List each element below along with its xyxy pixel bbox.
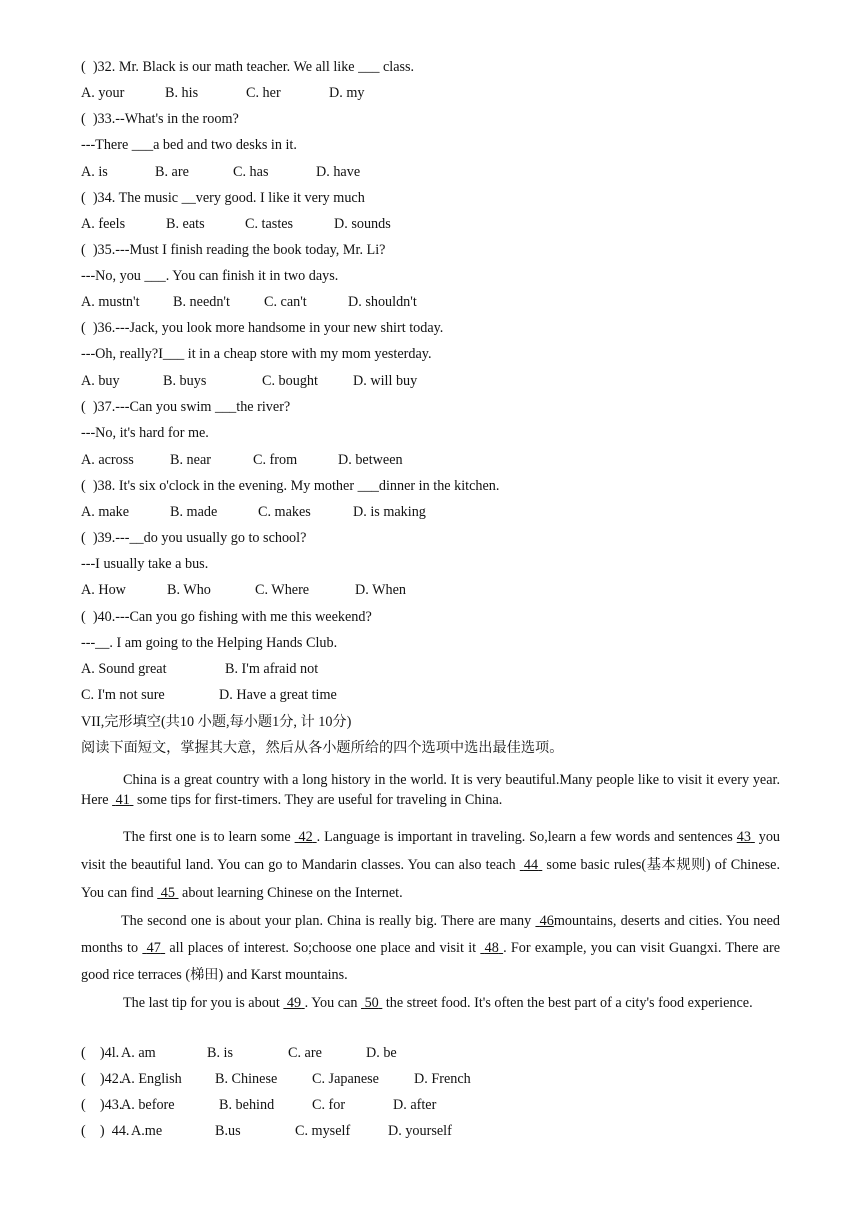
- option-c: C. makes: [258, 504, 311, 520]
- option-a: A.me: [131, 1123, 163, 1139]
- option-d: D. be: [366, 1045, 397, 1061]
- blank-50: 50: [364, 995, 379, 1011]
- option-b: B.us: [215, 1123, 241, 1139]
- passage-paragraph-1: [81, 770, 780, 810]
- option-d: D. When: [355, 582, 406, 598]
- paragraph-text: . Language is important in traveling. So,learn a few words and sentences: [316, 829, 737, 845]
- option-b: B. Chinese: [215, 1071, 278, 1087]
- option-c: C. Where: [255, 582, 310, 598]
- blank-42: 42: [298, 829, 313, 845]
- option-b: B. I'm afraid not: [225, 661, 319, 677]
- blank-46: 46: [539, 913, 554, 929]
- option-a: A. before: [121, 1097, 175, 1113]
- option-d: D. yourself: [388, 1123, 452, 1139]
- question-37-line2: ---No, it's hard for me.: [81, 425, 209, 441]
- option-c: C. her: [246, 85, 281, 101]
- passage-paragraph-4: [81, 990, 780, 1017]
- option-b: B. behind: [219, 1097, 275, 1113]
- blank-47: 47: [146, 940, 161, 956]
- blank-45: 45: [160, 885, 175, 901]
- option-d: D. my: [329, 85, 365, 101]
- paragraph-text: you visit the beautiful land. You can go to Mandarin classes. You can also teach: [81, 829, 781, 873]
- question-40-stem: ( )40.---Can you go fishing with me this weekend?: [81, 609, 372, 625]
- blank-48: 48: [484, 940, 499, 956]
- question-37-stem: ( )37.---Can you swim ___the river?: [81, 399, 291, 415]
- blank-41: 41: [115, 792, 130, 808]
- question-number: ( ) 44.: [81, 1123, 130, 1139]
- option-d: D. will buy: [353, 373, 418, 389]
- option-c: C. I'm not sure: [81, 687, 165, 703]
- option-a: A. make: [81, 504, 130, 520]
- paragraph-text: all places of interest. So;choose one place and visit it: [165, 940, 481, 956]
- option-a: A. is: [81, 164, 108, 180]
- question-34-stem: ( )34. The music __very good. I like it very much: [81, 190, 365, 206]
- question-39-line2: ---I usually take a bus.: [81, 556, 209, 572]
- option-d: D. after: [393, 1097, 437, 1113]
- option-c: C. bought: [262, 373, 318, 389]
- option-a: A. How: [81, 582, 126, 598]
- option-d: D. Have a great time: [219, 687, 337, 703]
- question-36-line2: ---Oh, really?I___ it in a cheap store with my mom yesterday.: [81, 346, 432, 362]
- option-b: B. is: [207, 1045, 234, 1061]
- question-number: ( )4l.: [81, 1045, 120, 1061]
- question-35-stem: ( )35.---Must I finish reading the book today, Mr. Li?: [81, 242, 386, 258]
- question-33-line2: ---There ___a bed and two desks in it.: [81, 137, 297, 153]
- option-b: B. his: [165, 85, 199, 101]
- section-instruction: 阅读下面短文，掌握其大意，然后从各小题所给的四个选项中选出最佳选项。: [81, 740, 564, 756]
- paragraph-text: some tips for first-timers. They are useful for traveling in China.: [133, 792, 503, 808]
- option-a: A. Sound great: [81, 661, 167, 677]
- question-40-line2: ---__. I am going to the Helping Hands Club.: [81, 635, 338, 651]
- paragraph-text: The second one is about your plan. China is really big. There are many: [121, 913, 536, 929]
- option-c: C. tastes: [245, 216, 294, 232]
- option-a: A. across: [81, 452, 134, 468]
- passage-paragraph-3: [81, 908, 780, 989]
- option-a: A. your: [81, 85, 125, 101]
- option-c: C. are: [288, 1045, 322, 1061]
- option-c: C. for: [312, 1097, 346, 1113]
- question-35-line2: ---No, you ___. You can finish it in two days.: [81, 268, 339, 284]
- blank-43: 43: [736, 829, 751, 845]
- question-33-stem: ( )33.--What's in the room?: [81, 111, 239, 127]
- question-36-stem: ( )36.---Jack, you look more handsome in your new shirt today.: [81, 320, 444, 336]
- option-d: D. is making: [353, 504, 426, 520]
- option-d: D. have: [316, 164, 361, 180]
- question-number: ( )43.: [81, 1097, 123, 1113]
- paragraph-text: The last tip for you is about: [123, 995, 284, 1011]
- question-number: ( )42.: [81, 1071, 123, 1087]
- option-d: D. French: [414, 1071, 471, 1087]
- option-d: D. between: [338, 452, 403, 468]
- option-b: B. are: [155, 164, 189, 180]
- blank-49: 49: [286, 995, 302, 1011]
- option-b: B. needn't: [173, 294, 230, 310]
- option-c: C. Japanese: [312, 1071, 379, 1087]
- option-c: C. has: [233, 164, 269, 180]
- blank-44: 44: [523, 857, 539, 873]
- option-c: C. can't: [264, 294, 307, 310]
- option-a: A. buy: [81, 373, 120, 389]
- section-heading: VII,完形填空(共10 小题,每小题1分, 计 10分): [81, 714, 352, 730]
- option-b: B. buys: [163, 373, 207, 389]
- passage-paragraph-2: [81, 823, 780, 907]
- option-d: D. sounds: [334, 216, 391, 232]
- option-d: D. shouldn't: [348, 294, 417, 310]
- question-38-stem: ( )38. It's six o'clock in the evening. My mother ___dinner in the kitchen.: [81, 478, 500, 494]
- option-a: A. English: [121, 1071, 182, 1087]
- question-39-stem: ( )39.---__do you usually go to school?: [81, 530, 307, 546]
- paragraph-text: about learning Chinese on the Internet.: [178, 885, 403, 901]
- paragraph-text: The first one is to learn some: [123, 829, 295, 845]
- option-b: B. near: [170, 452, 211, 468]
- option-b: B. eats: [166, 216, 205, 232]
- option-a: A. feels: [81, 216, 126, 232]
- paragraph-text: the street food. It's often the best part of a city's food experience.: [382, 995, 753, 1011]
- paragraph-text: some basic rules(基本规则) of Chinese. You can find: [81, 857, 781, 901]
- option-c: C. myself: [295, 1123, 351, 1139]
- option-b: B. Who: [167, 582, 211, 598]
- paragraph-text: . For example, you can visit Guangxi. There are good rice terraces (梯田) and Karst mountains.: [81, 940, 781, 983]
- option-a: A. mustn't: [81, 294, 140, 310]
- paragraph-text: mountains, deserts and cities. You need months to: [81, 913, 781, 956]
- paragraph-text: . You can: [304, 995, 362, 1011]
- option-a: A. am: [121, 1045, 156, 1061]
- question-32-stem: ( )32. Mr. Black is our math teacher. We all like ___ class.: [81, 59, 415, 75]
- option-b: B. made: [170, 504, 218, 520]
- option-c: C. from: [253, 452, 298, 468]
- paragraph-text: China is a great country with a long history in the world. It is very beautiful.Many people like to visit it every year. Here: [81, 772, 780, 808]
